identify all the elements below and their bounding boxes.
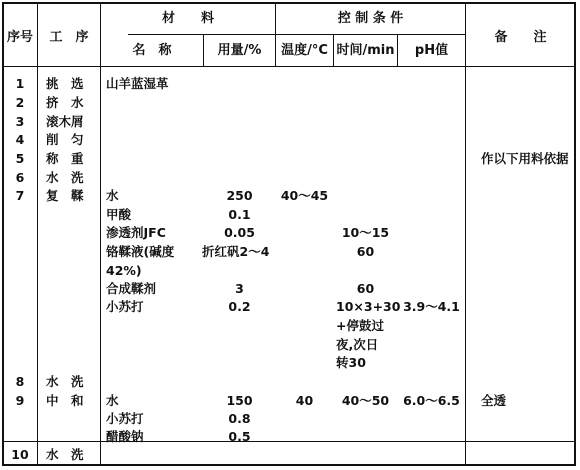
r7-time-soda-c: 夜,次日 xyxy=(336,337,379,352)
r7-time-chrome: 60 xyxy=(356,244,375,259)
r9-amount-acetate: 0.5 xyxy=(228,429,251,444)
r7-name-chrome-b: 42%) xyxy=(106,263,142,278)
header-bottom-line xyxy=(3,66,575,67)
r7-amount-syntan: 3 xyxy=(235,281,244,296)
r7-time-soda-b: +停鼓过 xyxy=(336,318,384,333)
process-7: 复 鞣 xyxy=(46,188,84,203)
process-10: 水 洗 xyxy=(46,447,84,462)
seq-4: 4 xyxy=(15,132,25,147)
r9-time-water: 40～50 xyxy=(341,393,390,408)
r7-time-soda-d: 转30 xyxy=(336,355,366,370)
r7-name-chrome-a: 铬鞣液(碱度 xyxy=(106,244,175,259)
header-temp: 温度/°C xyxy=(281,43,328,58)
r7-time-syntan: 60 xyxy=(356,281,375,296)
remark-row5: 作以下用料依据 xyxy=(481,151,569,166)
r9-name-acetate: 醋酸钠 xyxy=(106,429,144,444)
header-time: 时间/min xyxy=(336,43,395,58)
col-line-process xyxy=(100,3,101,465)
process-4: 削 匀 xyxy=(46,132,84,147)
header-mid-line xyxy=(128,34,465,35)
r7-name-formic: 甲酸 xyxy=(106,207,132,222)
seq-5: 5 xyxy=(15,151,25,166)
header-amount: 用量/% xyxy=(217,43,262,58)
seq-8: 8 xyxy=(15,374,25,389)
header-material: 材 料 xyxy=(161,11,214,26)
r7-amount-formic: 0.1 xyxy=(228,207,251,222)
r7-name-soda: 小苏打 xyxy=(106,299,144,314)
r7-amount-jfc: 0.05 xyxy=(224,225,255,240)
r9-amount-soda: 0.8 xyxy=(228,411,251,426)
seq-6: 6 xyxy=(15,170,25,185)
process-8: 水 洗 xyxy=(46,374,84,389)
process-1: 挑 选 xyxy=(46,76,84,91)
material-name-1: 山羊蓝湿革 xyxy=(106,76,169,91)
process-6: 水 洗 xyxy=(46,170,84,185)
r9-ph-water: 6.0～6.5 xyxy=(403,393,460,408)
r9-name-soda: 小苏打 xyxy=(106,411,144,426)
r7-amount-chrome: 折红矾2～4 xyxy=(202,244,270,259)
header-process: 工 序 xyxy=(49,30,89,45)
col-line-seq xyxy=(37,3,38,465)
process-5: 称 重 xyxy=(46,151,84,166)
col-line-ph xyxy=(465,3,466,465)
r7-ph-soda: 3.9～4.1 xyxy=(403,299,460,314)
process-9: 中 和 xyxy=(46,393,84,408)
header-control: 控 制 条 件 xyxy=(337,11,404,26)
r9-amount-water: 150 xyxy=(226,393,253,408)
seq-9: 9 xyxy=(15,393,25,408)
process-2: 挤 水 xyxy=(46,95,84,110)
r7-time-jfc: 10～15 xyxy=(341,225,390,240)
process-3: 滚木屑 xyxy=(46,114,84,129)
r7-name-syntan: 合成鞣剂 xyxy=(106,281,157,296)
seq-1: 1 xyxy=(15,76,25,91)
r7-amount-soda: 0.2 xyxy=(228,299,251,314)
header-ph: pH值 xyxy=(414,43,449,58)
r7-name-jfc: 渗透剂JFC xyxy=(106,225,166,240)
header-name: 名 称 xyxy=(132,43,172,58)
seq-2: 2 xyxy=(15,95,25,110)
r9-remark: 全透 xyxy=(481,393,507,408)
r9-temp-water: 40 xyxy=(295,393,314,408)
row10-top-line xyxy=(3,441,575,442)
r7-amount-water: 250 xyxy=(226,188,253,203)
seq-10: 10 xyxy=(11,447,29,462)
header-seq: 序号 xyxy=(6,30,33,45)
seq-3: 3 xyxy=(15,114,25,129)
header-remark: 备 注 xyxy=(494,30,547,45)
r7-temp-water: 40～45 xyxy=(280,188,329,203)
seq-7: 7 xyxy=(15,188,25,203)
r7-time-soda-a: 10×3+30 xyxy=(336,299,401,314)
r7-name-water: 水 xyxy=(106,188,119,203)
r9-name-water: 水 xyxy=(106,393,119,408)
